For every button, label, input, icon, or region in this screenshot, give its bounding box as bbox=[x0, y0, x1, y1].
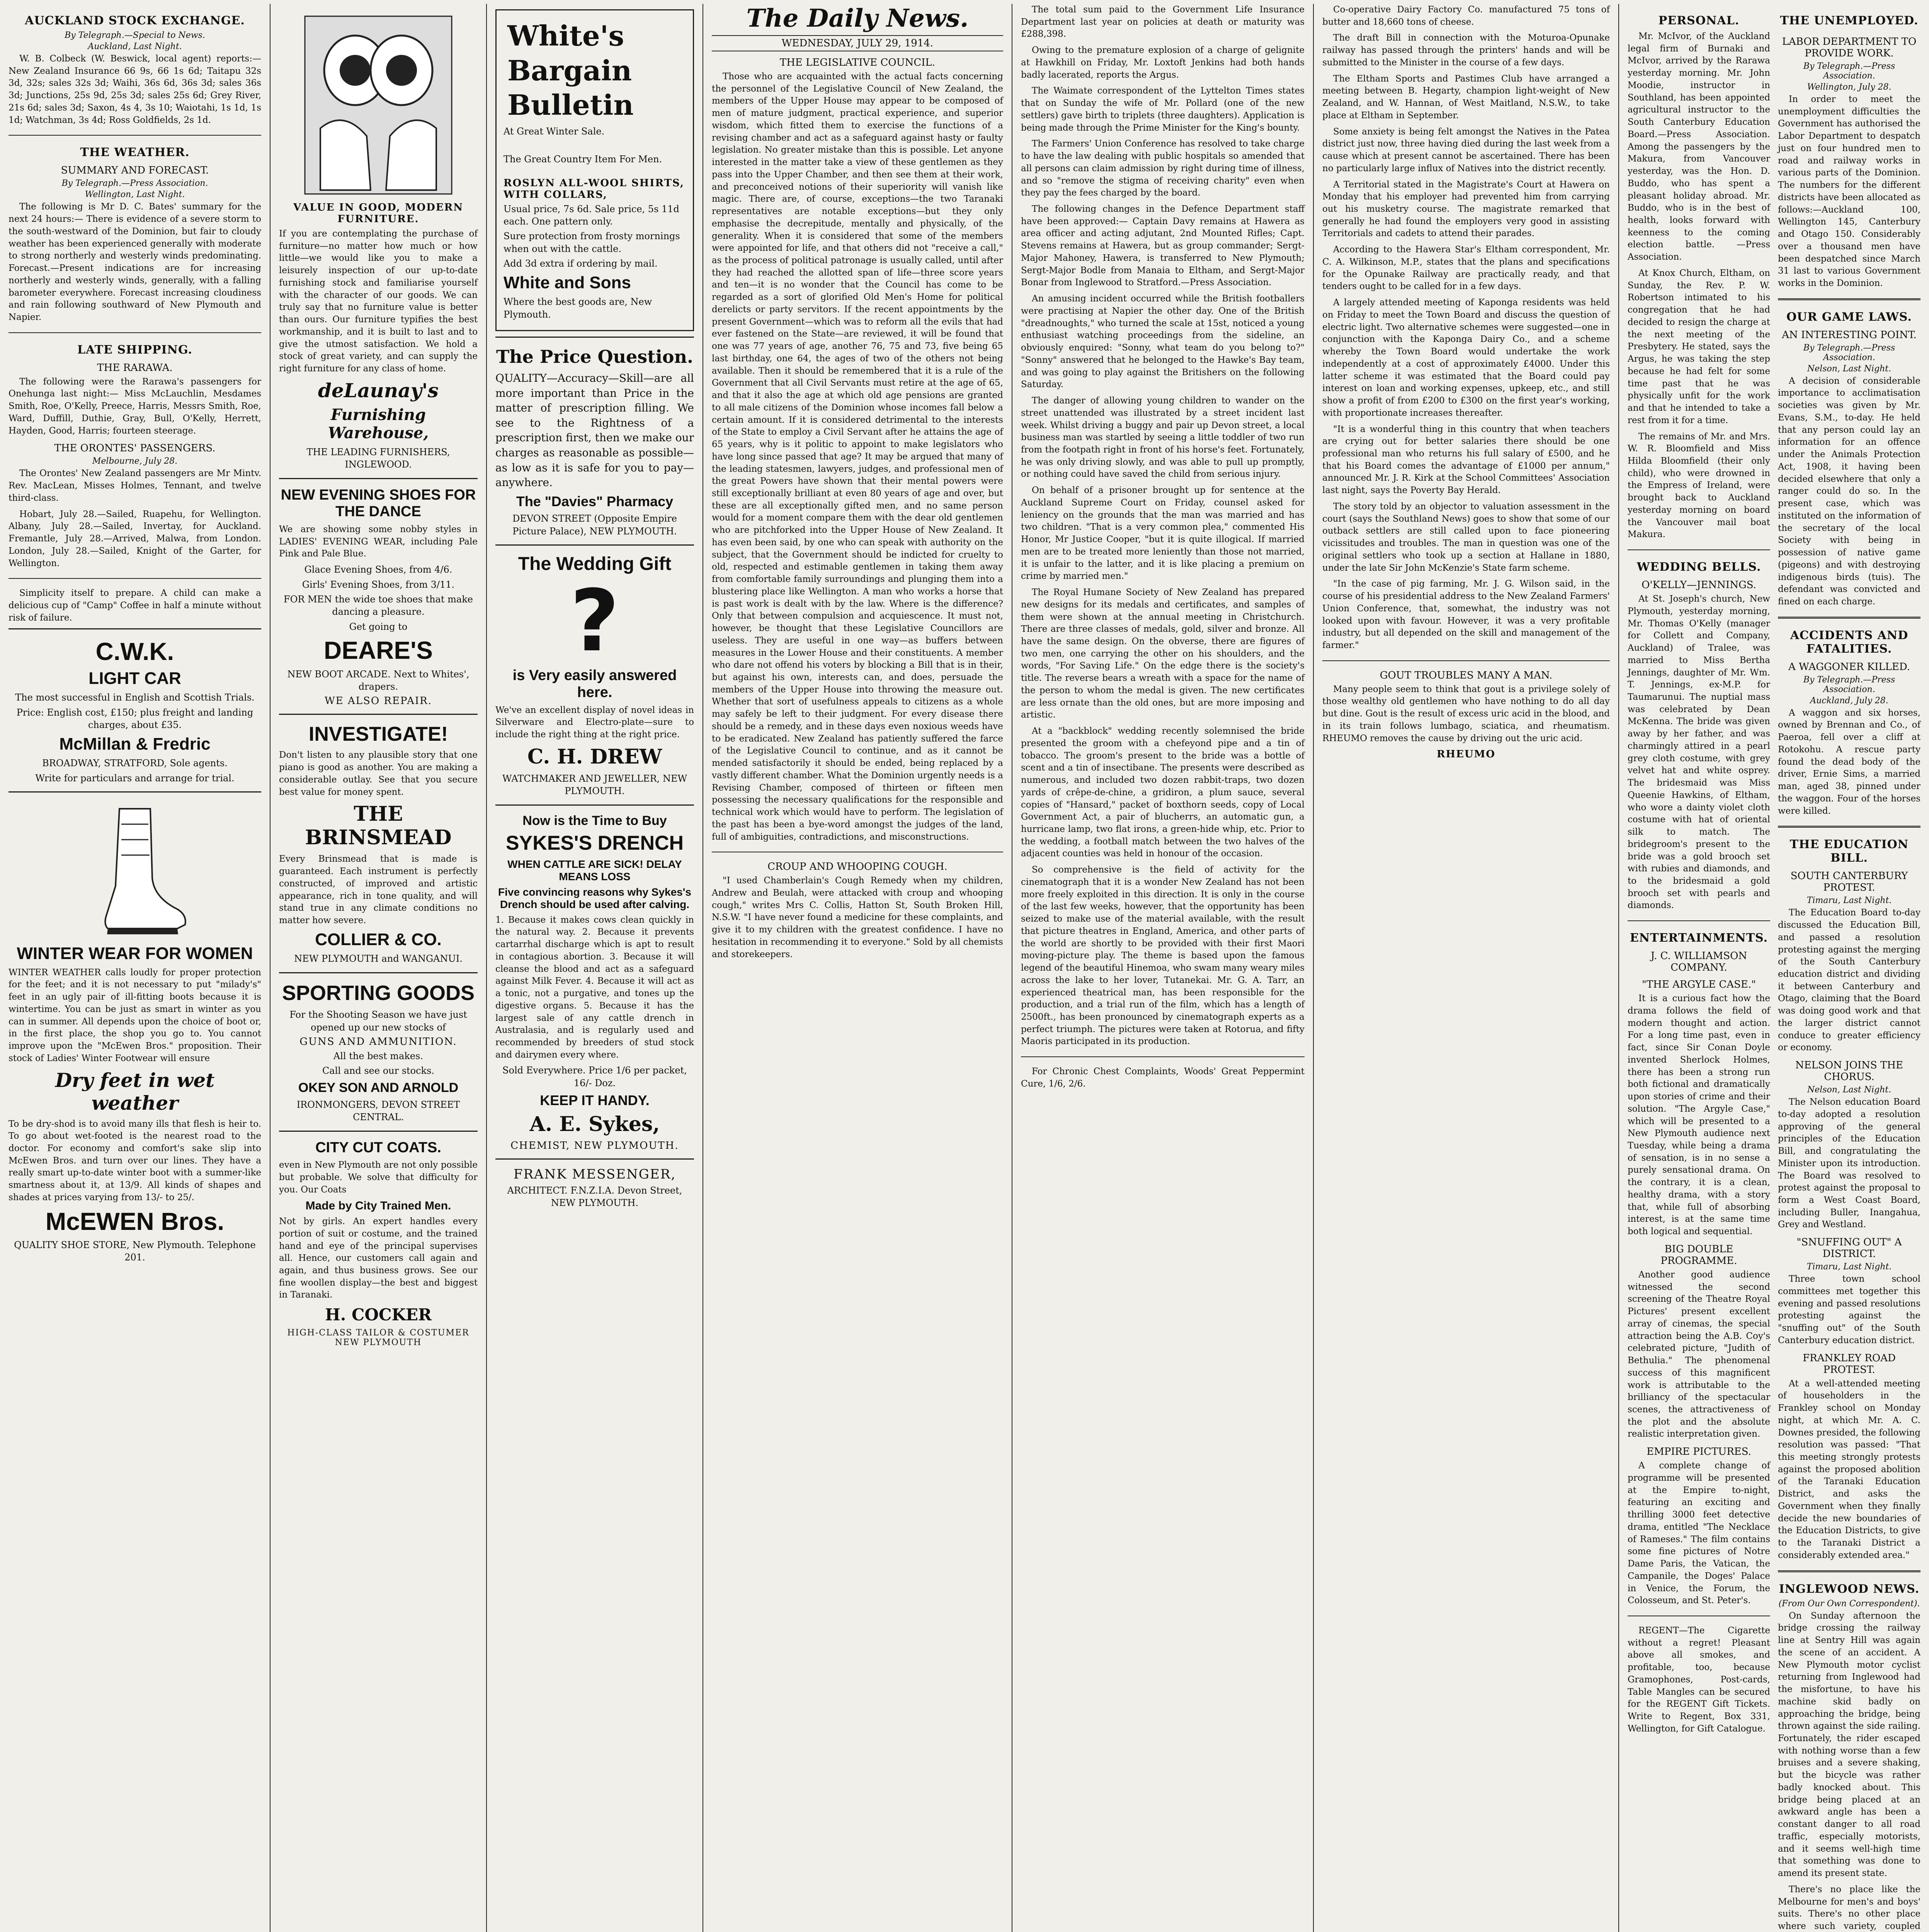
collier-name: COLLIER & CO. bbox=[315, 930, 442, 949]
column-3 bbox=[487, 4, 703, 1932]
whites-sure: Sure protection from frosty mornings when out with the cattle. bbox=[504, 231, 680, 254]
white-and-sons: White and Sons bbox=[504, 273, 631, 292]
game-laws-article: A decision of considerable importance to acclimatisation societies was given by Mr. Evans, S.M., to-day. He held that any person could lay an information for an offence under the Animals Protection Act, 1908, it having been decided elsewhere that only a ranger could do so. In the present case, which was instituted on the information of the secretary of the local Society with being in possession of native game (pigeons) and with destroying indigenous birds (tuis). The defendant was convicted and fined on each charge. bbox=[1778, 376, 1920, 607]
two-column-body bbox=[1628, 31, 1920, 1932]
whites-title-1: White's bbox=[507, 19, 624, 52]
news-item: A Territorial stated in the Magistrate's Court at Hawera on Monday that his employer had prevented him from carrying out his musketry course. The magistrate remarked that generally he had found the employers very good in assisting Territorials and cadets to attend their parades. bbox=[1322, 179, 1610, 239]
sykes-name: A. E. Sykes, bbox=[529, 1112, 660, 1136]
deare-name: DEARE'S bbox=[324, 636, 433, 665]
rheumo-name: RHEUMO bbox=[1436, 748, 1496, 760]
sporting-goods-ad bbox=[279, 972, 478, 1131]
dry-feet-text: To be dry-shod is to avoid many ills that flesh is heir to. To go about wet-footed is the nearest road to the doctor. For economy and comfort's sake slip into McEwen Bros. and turn over our lines. They have a really smart up-to-date winter boot with a summer-like smartness about it, at 13/9. All kinds of shapes and shades at prices varying from 13/- to 25/. bbox=[9, 1119, 261, 1202]
news-item: At a "backblock" wedding recently solemnised the bride presented the groom with a chefeyond pipe and a tin of tobacco. The groom's present to the bride was a bottle of scent and a tin of insectibane. The presents were described as numerous, and included two dozen rabbit-traps, two dozen yards of crêpe-de-chine, a gridiron, a plum sauce, several copies of "Hansard," packet of boxthorn seeds, copy of Local Government Act, a pair of blucherrs, an automatic gun, a hurricane lamp, two flat irons, a green-hide whip, etc. Prior to the wedding, a football match between the two halves of the adjacent counties was held in honour of the occasion. bbox=[1021, 726, 1305, 859]
davies-name: The "Davies" Pharmacy bbox=[516, 493, 674, 509]
unemployed-heading: THE UNEMPLOYED. bbox=[1780, 14, 1919, 27]
divider bbox=[9, 578, 261, 579]
price-question-text: QUALITY—Accuracy—Skill—are all more important than Price in the matter of prescription filling. We see to the Rightness of a prescription first, then we make our charges as reasonable as possible—as low as it is safe for you to pay—anywhere. bbox=[495, 371, 694, 489]
croup-article: "I used Chamberlain's Cough Remedy when my children, Andrew and Beulah, were attacked with croup and whooping cough," writes Mrs C. Collis, Hatton St, South Broken Hill, N.S.W. "I have never found a medicine for these complaints, and give it to my children with the greatest confidence. I have no hesitation in recommending it to everyone." Sold by all chemists and storekeepers. bbox=[712, 876, 1003, 959]
news-item: Owing to the premature explosion of a charge of gelignite at Hawkhill on Friday, Mr. Loxtoft Jenkins had both hands badly lacerated, reports the Argus. bbox=[1021, 45, 1305, 80]
delaunay-subtitle: Furnishing Warehouse, bbox=[328, 405, 429, 442]
mcewen-name: McEWEN Bros. bbox=[45, 1207, 225, 1235]
entertainments-heading: ENTERTAINMENTS. bbox=[1630, 931, 1768, 945]
question-mark-icon: ? bbox=[570, 571, 619, 671]
wedding-gift-text: We've an excellent display of novel ideas in Silverware and Electro-plate—sure to include the right thing at the right price. bbox=[495, 705, 694, 740]
masthead-title: The Daily News. bbox=[746, 4, 969, 33]
accidents-heading: ACCIDENTS AND FATALITIES. bbox=[1790, 628, 1909, 656]
sykes-sold: Sold Everywhere. Price 1/6 per packet, 16/- Doz. bbox=[502, 1065, 687, 1088]
value-text: If you are contemplating the purchase of furniture—no matter how much or how little—we would like you to make a leisurely inspection of our up-to-date furnishing stock and familiarise yourself with the character of our goods. We can truly say that no furniture value is better than ours. Our furniture typifies the best workmanship, and it is built to last and to give the utmost satisfaction. We hold a stock of great variety, and can supply the right furniture for any class of home. bbox=[279, 229, 478, 374]
drew-subtitle: WATCHMAKER AND JEWELLER, NEW PLYMOUTH. bbox=[502, 773, 687, 797]
news-item: The Royal Humane Society of New Zealand has prepared new designs for its medals and certificates, and samples of them were shown at the annual meeting in Christchurch. There are three classes of medals, gold, silver and bronze. All have the same design. On the obverse, there are figures of two men, one carrying the other on his shoulders, and the words, "For Saving Life." On the edge there is the society's title. The reverse bears a wreath with a space for the name of the person to whom the medal is given. The new certificates are less ornate than the old ones, but are more imposing and artistic. bbox=[1021, 587, 1305, 720]
sykes-five: Five convincing reasons why Sykes's Drench should be used after calving. bbox=[498, 886, 691, 911]
news-item: "It is a wonderful thing in this country that when teachers are crying out for better salaries there should be one professional man who returns his full salary of £500, and he that his Board comes the advantage of £1000 per annum," announced Mr. J. R. Kirk at the School Committees' Association last night, says the Poverty Bay Herald. bbox=[1322, 424, 1610, 496]
investigate-text: Don't listen to any plausible story that one piano is good as another. You are making a considerable outlay. See that you secure best value for money spent. bbox=[279, 750, 478, 797]
peppermint-notice: For Chronic Chest Complaints, Woods' Great Peppermint Cure, 1/6, 2/6. bbox=[1021, 1066, 1305, 1089]
column-6 bbox=[1314, 4, 1619, 1932]
city-coats-ad bbox=[279, 1131, 478, 1355]
empire-heading: EMPIRE PICTURES. bbox=[1647, 1446, 1751, 1458]
news-item: A largely attended meeting of Kaponga residents was held on Friday to meet the Town Board and discuss the question of electric light. Two alternative schemes were suggested—one in conjunction with the Kaponga Dairy Co., and a scheme whereby the Town Board would undertake the work independently at a cost of approximately £4000. Under this latter scheme it was estimated that the Board could pay interest on loan and working expenses, upkeep, etc., and still show a profit of from £200 to £300 on the first year's working, with proportionate increases thereafter. bbox=[1322, 298, 1610, 418]
divider bbox=[1778, 298, 1920, 300]
gout-heading: GOUT TROUBLES MANY A MAN. bbox=[1380, 669, 1553, 681]
argyle-article: It is a curious fact how the drama follows the field of modern thought and action. For a long time past, even in fact, since Sir Conan Doyle invented Sherlock Holmes, there has been a strong run both fictional and dramatically upon stories of crime and their solution. "The Argyle Case," which will be presented to a New Plymouth audience next Tuesday, while being a drama of sensation, is in no sense a purely sensational drama. On the contrary, it is a clean, healthy drama, with a story that, while full of absorbing interest, is at the same time both logical and sequential. bbox=[1628, 993, 1770, 1237]
nelson-heading: NELSON JOINS THE CHORUS. bbox=[1795, 1060, 1903, 1083]
stock-report: W. B. Colbeck (W. Beswick, local agent) reports:— New Zealand Insurance 66 9s, 66 1s 6d; Taitapu 32s 3d, 32s; sales 32s 3d; Waihi, 36s 6d, 36s 3d; sales 36s 3d; Junctions, 25s 9d, 25s 3d; sales 25s 6d; Grey River, 21s 6d; sales 3d; Saxon, 4s 4, 3s 10; Waiotahi, 1s 1d, 1s 1d; Watchman, 3s 4d; Ross Goldfields, 2s 1d. bbox=[9, 54, 261, 125]
delaunay-ad bbox=[279, 4, 478, 478]
drew-name: C. H. DREW bbox=[527, 745, 662, 769]
mcmillan-name: McMillan & Fredric bbox=[59, 734, 211, 753]
council-heading: THE LEGISLATIVE COUNCIL. bbox=[779, 57, 936, 68]
sykes-drench-ad bbox=[495, 804, 694, 1158]
news-item: "In the case of pig farming, Mr. J. G. Wilson said, in the course of his presidential address to the New Zealand Farmers' Union Conference, that, somewhat, the industry was not looked upon with favour. However, it was a very profitable industry, but all depended on the skill and management of the farmer." bbox=[1322, 579, 1610, 650]
sporting-heading: SPORTING GOODS bbox=[282, 981, 475, 1005]
personal-heading: PERSONAL. bbox=[1658, 14, 1740, 27]
winter-wear-title: WINTER WEAR FOR WOMEN bbox=[17, 944, 253, 963]
game-laws-byline: By Telegraph.—Press Association. bbox=[1803, 343, 1895, 362]
city-text: even in New Plymouth are not only possible but probable. We solve that difficulty for you. Our Coats bbox=[279, 1160, 478, 1195]
wedding-heading: WEDDING BELLS. bbox=[1636, 560, 1761, 574]
stock-byline: By Telegraph.—Special to News. bbox=[65, 31, 205, 40]
evening-glace: Glace Evening Shoes, from 4/6. bbox=[304, 564, 452, 575]
news-item: The draft Bill in connection with the Moturoa-Opunake railway has passed through the printers' hands and will be submitted to the Minister in the course of a few days. bbox=[1322, 33, 1610, 68]
delaunay-description: THE LEADING FURNISHERS, INGLEWOOD. bbox=[306, 446, 450, 470]
delaunay-name: deLaunay's bbox=[318, 379, 439, 402]
column-5 bbox=[1012, 4, 1314, 1932]
personal-section bbox=[1628, 4, 1770, 31]
weather-place: Wellington, Last Night. bbox=[85, 190, 185, 200]
rarawa-article: The following were the Rarawa's passengers for Onehunga last night:— Miss McLauchlin, Mesdames Smith, Roe, O'Kelly, Preece, Harris, Messrs Smith, Roe, Ward, Duffill, Duthie, Gray, Bull, O'Kelly, Herrett, Hayden, Good, Harris; fourteen steerage. bbox=[9, 376, 261, 436]
evening-shoes-ad bbox=[279, 478, 478, 714]
messenger-ad bbox=[495, 1158, 694, 1216]
deare-subtitle: NEW BOOT ARCADE. Next to Whites', drapers. bbox=[287, 668, 469, 692]
cocker-name: H. COCKER bbox=[325, 1305, 432, 1325]
weather-heading: THE WEATHER. bbox=[80, 146, 190, 160]
personal-article: Mr. McIvor, of the Auckland legal firm of Burnaki and McIvor, arrived by the Rarawa yesterday morning. Mr. John Moodie, instructor in Southland, has been appointed agricultural instructor to the South Canterbury Education Board.—Press Association. Among the passengers by the Makura, from Vancouver yesterday, was the Hon. D. Buddo, who has spent a pleasant holiday abroad. Mr. Buddo, who is in the best of health, looks forward with keenness to the coming election battle. —Press Association. bbox=[1628, 31, 1770, 262]
mcmillan-address: BROADWAY, STRATFORD, Sole agents. bbox=[42, 758, 228, 769]
wedding-gift-easily: is Very easily answered here. bbox=[512, 667, 677, 701]
news-item: The following changes in the Defence Department staff have been approved:— Captain Davy remains at Hawera as area officer and acting adjutant, 2nd Mounted Rifles; Capt. Stevens remains at Hawera, but as group commander; Sergt-Major Mahoney, Hawera, is transferred to New Plymouth; Sergt-Major Bodle from Manaia to Eltham, and Sergt-Major Bonar from Inglewood to Stratford.—Press Association. bbox=[1021, 204, 1305, 288]
inglewood-article: On Sunday afternoon the bridge crossing the railway line at Sentry Hill was again the scene of an accident. A New Plymouth motor cyclist returning from Inglewood had the misfortune, to have his machine skid badly on approaching the bridge, being thrown against the side railing. Fortunately, the rider escaped with nothing worse than a few bruises and a severe shaking, but the bicycle was rather badly knocked about. This bridge being placed at an awkward angle has been a constant danger to all road traffic, especially motorists, and it seems well-high time that something was done to amend its present state. bbox=[1778, 1611, 1920, 1879]
winter-wear-ad bbox=[9, 791, 261, 1271]
arrivals-article: Hobart, July 28.—Sailed, Ruapehu, for Wellington. Albany, July 28.—Sailed, Invertay, for Auckland. Fremantle, July 28.—Arrived, Malwa, from London. London, July 28.—Sailed, Knight of the Garter, for Wellington. bbox=[9, 509, 261, 568]
news-item: The story told by an objector to valuation assessment in the court (says the Southland News) goes to show that some of our outback settlers are still called upon to face pioneering vicissitudes and troubles. The man in question was one of the original settlers who took up a section at Hallane in 1880, under the late Sir John McKenzie's State farm scheme. bbox=[1322, 501, 1610, 573]
dry-feet-heading: Dry feet in wet weather bbox=[55, 1068, 215, 1114]
boot-illustration-icon bbox=[77, 801, 193, 940]
divider bbox=[1778, 1570, 1920, 1572]
orontes-heading: THE ORONTES' PASSENGERS. bbox=[54, 442, 216, 454]
council-article: Those who are acquainted with the actual facts concerning the personnel of the Legislative Council of New Zealand, the members of the Upper House may appear to be composed of men of mature judgment, practical experience, and superior wisdom, which fitted them to exercise the functions of a revising chamber and act as a safeguard against hasty or faulty legislation. No greater mistake than this is possible. Let anyone interested in the matter take a view of these gentlemen as they pass into the Upper Chamber, and then see them at their work, and preconceived notions of their superiority will vanish like magic. There are, of course, exceptions—the two Taranaki representatives are notable exceptions—but they only emphasise the decrepitude, mentally and physically, of the generality. When it is considered that some of the members were appointed for life, and that others did not "receive a call," as the process of political patronage is usually called, until after they had reached the allotted span of life—three score years and ten—it is no wonder that the Council has come to be regarded as a sort of glorified Old Men's Home for political derelicts or party servitors. If the recent appointments by the present Government—which was to reform all the evils that had ever fastened on the State—are reviewed, it will be found that one was 77 years of age, another 76, 75 and 73, five being 65 last birthday, one 64, the ages of two of the others not being available. Then it should be remembered that it is a rule of the Government that all Civil Servants must retire at the age of 65, and that it also the age at which old age pensions are granted to all male citizens of the Dominion whose incomes fall below a certain amount. If it is considered detrimental to the interests of the State to employ a Civil Servant after he attains the age of 65 years, why is it politic to appoint to make legislators who have long since passed that age? It may be argued that many of the leading statesmen, lawyers, judges, and professional men of the great Powers have shown that their mental powers were still exceptionally brilliant at even 80 years of age and over, but these are all exceptionally gifted men, and no same person would for a moment compare them with the dear old gentlemen who are pitchforked into the Upper House of New Zealand. It has even been said, by one who can speak with authority on the subject, that the Government should be indicted for cruelty to old, respected and estimable gentlemen in taking them away from comfortable family surroundings and plunging them into a blustering place like Wellington. A man who works a horse that is past work is dealt with by the law. Where is the difference? Only that between compulsion and acquiescence. It must not, however, be thought that these Legislative Councillors are useless. They are useful in one way—as buffers between measures in the Lower House and their constituents. A member who dare not offend his voters by blocking a Bill that is in their, but against his own, interests can, and does, persuade the members of the Upper House into throwing the measure out. Whether that sort of usefulness appeals to citizens as a whole may safely be left to their judgment. For every disease there should be a remedy, and in these days even noxious weeds have to be eradicated. New Zealand has patiently suffered the farce of the Legislative Council to continue, and as it cannot be mended satisfactorily it should be ended, being replaced by a vastly different chamber. What the Dominion urgently needs is a Revising Chamber, composed of thirteen or fifteen men possessing the necessary qualifications for the responsible and technical work which would have to perform. The legislation of the past has been a bye-word amongst the judges of the land, full of ambiguities, contradictions, and misconstructions. bbox=[712, 71, 1003, 842]
davies-subtitle: DEVON STREET (Opposite Empire Picture Palace), NEW PLYMOUTH. bbox=[512, 513, 677, 537]
winter-wear-text: WINTER WEATHER calls loudly for proper protection for the feet; and it is not necessary to put "milady's" feet in an ugly pair of ill-fitting boots because it is wintertime. You can be just as smart in winter as you can in summer. All depends upon the choice of boot or, in the first place, the shop you go to. You cannot improve upon the "McEwen Bros." proposition. Their stock of Ladies' Winter Footwear will ensure bbox=[9, 967, 261, 1063]
news-item: Some anxiety is being felt amongst the Natives in the Patea district just now, three having died during the last week from a cause which at present cannot be ascertained. There has been no particularly large influx of Natives into the district recently. bbox=[1322, 126, 1610, 173]
williamson-heading: J. C. WILLIAMSON COMPANY. bbox=[1650, 950, 1747, 974]
education-heading: THE EDUCATION BILL. bbox=[1790, 838, 1909, 865]
whites-shirts: ROSLYN ALL-WOOL SHIRTS, WITH COLLARS, bbox=[504, 177, 684, 201]
gout-article: Many people seem to think that gout is a privilege solely of those wealthy old gentlemen who have nothing to do all day but dine. Gout is the result of excess uric acid in the blood, and in its train follows lumbago, sciatica, and rheumatism. RHEUMO removes the cause by driving out the uric acid. bbox=[1322, 684, 1610, 743]
whites-item: The Great Country Item For Men. bbox=[504, 154, 662, 165]
messenger-subtitle: ARCHITECT. F.N.Z.I.A. Devon Street, NEW PLYMOUTH. bbox=[507, 1185, 682, 1209]
remains-article: The remains of Mr. and Mrs. W. R. Bloomfield and Miss Hilda Bloomfield (their only child), who were drowned in the Empress of Ireland, were brought back to Auckland yesterday morning on board the Vancouver mail boat Makura. bbox=[1628, 431, 1770, 540]
wedding-article: At St. Joseph's church, New Plymouth, yesterday morning, Mr. Thomas O'Kelly (manager for Collett and Company, Auckland) of Tralee, was married to Miss Bertha Jennings, daughter of Mr. Wm. T. Jennings, ex-M.P. for Taumarunui. The nuptial mass was celebrated by Dean McKenna. The bride was given away by her father, and was charmingly attired in a pearl grey cloth costume, with grey velvet hat and white osprey. The bridesmaid was Miss Queenie Hawkins, of Eltham, who wore a dainty violet cloth costume with hat of oriental silk to match. The bridegroom's present to the bride was a gold brooch set with rubies and diamonds, and to the bridesmaid a gold brooch set with pearls and diamonds. bbox=[1628, 594, 1770, 911]
divider bbox=[1628, 920, 1770, 921]
sporting-text: For the Shooting Season we have just opened up our new stocks of bbox=[289, 1009, 467, 1033]
stock-place: Auckland, Last Night. bbox=[88, 42, 182, 51]
unemployed-article: In order to meet the unemployment difficulties the Government has authorised the Labor Department to despatch just on four hundred men to road and railway works in various parts of the Dominion. The numbers for the different districts have been allocated as follows:—Auckland 100, Wellington 145, Canterbury and Otago 150. Considerably over a thousand men have been despatched since March 31 last to various Government works in the Dominion. bbox=[1778, 94, 1920, 289]
sykes-when: WHEN CATTLE ARE SICK! DELAY MEANS LOSS bbox=[507, 858, 682, 883]
divider bbox=[1778, 617, 1920, 619]
game-laws-subheading: AN INTERESTING POINT. bbox=[1782, 329, 1917, 341]
divider bbox=[1628, 549, 1770, 550]
waggoner-heading: A WAGGONER KILLED. bbox=[1788, 661, 1910, 673]
masthead-dateline: WEDNESDAY, JULY 29, 1914. bbox=[712, 35, 1003, 51]
evening-men: FOR MEN the wide toe shoes that make dancing a pleasure. bbox=[284, 594, 473, 617]
cwk-light-car: LIGHT CAR bbox=[88, 668, 181, 688]
waggoner-article: A waggon and six horses, owned by Brennan and Co., of Paeroa, fell over a cliff at Rotokohu. A rescue party found the dead body of the driver, Ernie Sims, a married man, aged 38, pinned under the waggon. Four of the horses were killed. bbox=[1778, 707, 1920, 816]
okey-name: OKEY SON AND ARNOLD bbox=[298, 1080, 459, 1095]
cwk-price: Price: English cost, £150; plus freight and landing charges, about £35. bbox=[16, 707, 253, 731]
city-made: Made by City Trained Men. bbox=[305, 1199, 451, 1212]
education-subheading: SOUTH CANTERBURY PROTEST. bbox=[1790, 870, 1908, 894]
game-laws-heading: OUR GAME LAWS. bbox=[1786, 310, 1912, 324]
evening-girls: Girls' Evening Shoes, from 3/11. bbox=[302, 579, 455, 590]
news-item: An amusing incident occurred while the British footballers were practising at Napier the other day. One of the British "dreadnoughts," who turned the scale at 15st, noticed a young enthusiast watching proceedings from the sideline, an obviously enquired: "Sonny, what team do you belong to?" "Sonny" answered that he belonged to the Hawke's Bay team, and was going to play against the Britishers on the following Saturday. bbox=[1021, 294, 1305, 390]
messenger-name: FRANK MESSENGER, bbox=[513, 1166, 676, 1182]
news-item: According to the Hawera Star's Eltham correspondent, Mr. C. A. Wilkinson, M.P., states that the plans and specifications for the Opunake Railway are practically ready, and that tenders ought to be called for in a few days. bbox=[1322, 245, 1610, 292]
mcmillan-write: Write for particulars and arrange for trial. bbox=[35, 772, 235, 784]
sykes-reasons: 1. Because it makes cows clean quickly in the natural way. 2. Because it prevents cartarrhal discharge which is apt to result in contagious abortion. 3. Because it will cleanse the blood and act as a safeguard against Milk Fever. 4. Because it will act as a tonic, not a purgative, and tones up the digestive organs. 5. Because it has the largest sale of any cattle drench in Australasia, and is regularly used and recommended by breeders of stud stock and dairymen every where. bbox=[495, 915, 694, 1060]
sporting-call: Call and see our stocks. bbox=[322, 1065, 435, 1077]
wedding-gift-heading: The Wedding Gift bbox=[518, 554, 672, 575]
sykes-now: Now is the Time to Buy bbox=[522, 813, 667, 828]
nelson-place: Nelson, Last Night. bbox=[1807, 1085, 1892, 1095]
weather-report: The following is Mr D. C. Bates' summary for the next 24 hours:— There is evidence of a severe storm to the south-westward of the Dominion, but fair to cloudy weather has been experienced generally with moderate to strong northerly and westerly winds predominating. Forecast.—Present indications are for increasing northerly and westerly winds, generally, with a falling barometer everywhere. Forecast increasing cloudiness and rain following southward of New Plymouth and Napier. bbox=[9, 202, 261, 323]
wedding-gift-ad bbox=[495, 544, 694, 804]
unemployed-byline: By Telegraph.—Press Association. bbox=[1803, 61, 1895, 81]
news-item: The total sum paid to the Government Life Insurance Department last year on policies at death or maturity was £288,398. bbox=[1021, 5, 1305, 39]
brinsmead-heading: THE BRINSMEAD bbox=[305, 802, 452, 850]
double-programme-article: Another good audience witnessed the second screening of the Theatre Royal Pictures' present excellent array of cinemas, the special attraction being the A.B. Coy's celebrated picture, "Judith of Bethulia." The phenomenal success of this magnificent work is attributable to the brilliancy of the spectacular scenes, the attractiveness of the plot and the absolute realistic interpretation given. bbox=[1628, 1269, 1770, 1439]
education-place: Timaru, Last Night. bbox=[1807, 896, 1892, 906]
brinsmead-ad bbox=[279, 714, 478, 972]
argyle-heading: "THE ARGYLE CASE." bbox=[1642, 979, 1756, 991]
whites-add: Add 3d extra if ordering by mail. bbox=[504, 258, 658, 269]
double-programme-heading: BIG DOUBLE PROGRAMME. bbox=[1660, 1243, 1737, 1267]
snuffing-place: Timaru, Last Night. bbox=[1807, 1262, 1892, 1272]
news-item: The Eltham Sports and Pastimes Club have arranged a meeting between B. Hegarty, champion light-weight of New Zealand, and W. Hannan, of West Maitland, N.S.W., to take place at Eltham in September. bbox=[1322, 73, 1610, 121]
empire-article: A complete change of programme will be presented at the Empire to-night, featuring an exciting and thrilling 3000 feet detective drama, entitled "The Necklace of Rameses." The film contains some fine pictures of Notre Dame Paris, the Vatican, the Campanile, the Doges' Palace in Venice, the Forum, the Colosseum, and St. Peter's. bbox=[1628, 1461, 1770, 1606]
inglewood-subheading: (From Our Own Correspondent). bbox=[1778, 1599, 1920, 1609]
orontes-place: Melbourne, July 28. bbox=[92, 456, 178, 466]
collier-subtitle: NEW PLYMOUTH and WANGANUI. bbox=[294, 953, 463, 964]
orontes-article: The Orontes' New Zealand passengers are Mr Mintv. Rev. MacLean, Misses Holmes, Tennant, and twelve third-class. bbox=[9, 468, 261, 503]
news-item: On behalf of a prisoner brought up for sentence at the Auckland Supreme Court on Friday, counsel asked for leniency on the grounds that the man was married and has two children. "That is a very common plea," commented His Honor, Mr Justice Cooper, "but it is quite illogical. If married men are to be treated more leniently than those not married, it is unfair to the latter, and it is like placing a premium on crime by married men." bbox=[1021, 485, 1305, 582]
price-question-heading: The Price Question. bbox=[496, 346, 694, 367]
news-item: So comprehensive is the field of activity for the cinematograph that it is a wonder New Zealand has not been more freely exploited in this direction. It is only in the course of the last few weeks, however, that the opportunity has been seized to make use of the material available, with the result that picture theatres in England, America, and other parts of the world are shortly to be provided with their first Maori moving-picture play. The theme is based upon the famous legend of the beautiful Hinemoa, who swam many weary miles across the lake to her lover, Tutanekai. Mr. G. A. Tarr, an experienced theatrical man, has been responsible for the production, and a trial run of the film, which has a length of 2500ft., has been pronounced by cinematograph experts as a perfect triumph. The pictures were taken at Rotorua, and fifty Maoris participated in its production. bbox=[1021, 865, 1305, 1047]
sykes-heading: SYKES'S DRENCH bbox=[505, 832, 684, 854]
deare-repair: WE ALSO REPAIR. bbox=[325, 695, 432, 707]
knox-article: At Knox Church, Eltham, on Sunday, the Rev. P. W. Robertson intimated to his congregation that he had decided to resign the charge at the next meeting of the Presbytery. He stated, says the Argus, he was taking the step because he had felt for some time past that he was physically unfit for the work and that he intended to take a rest from it for a time. bbox=[1628, 268, 1770, 425]
education-article: The Education Board to-day discussed the Education Bill, and passed a resolution protesting against the merging of the South Canterbury education district and dividing it between Canterbury and Otago, claiming that the Board was doing good work and that the larger district cannot conduce to greater efficiency or economy. bbox=[1778, 908, 1920, 1053]
top-headings-row bbox=[1628, 4, 1920, 31]
unemployed-section bbox=[1778, 4, 1920, 31]
hands-binoculars-illustration-icon bbox=[297, 12, 459, 198]
divider bbox=[9, 135, 261, 136]
news-item: The danger of allowing young children to wander on the street unattended was illustrated by a street incident last week. Whilst driving a buggy and pair up Devon street, a local business man was startled by seeing a little toddler of two run from the footpath right in front of his horse's feet. Fortunately, he was only driving slowly, and was able to pull up promptly, or nothing could have saved the child from serious injury. bbox=[1021, 396, 1305, 480]
sporting-all: All the best makes. bbox=[333, 1050, 424, 1061]
cwk-description: The most successful in English and Scottish Trials. bbox=[15, 692, 255, 703]
divider bbox=[1021, 1056, 1305, 1057]
frankley-article: At a well-attended meeting of householders in the Frankley school on Monday night, at which Mr. A. C. Downes presided, the following resolution was passed: "That this meeting strongly protests against the proposed abolition of the Taranaki Education District, and asks the Government when they finally decide the new boundaries of the Education Districts, to give to the Taranaki District a considerably extended area." bbox=[1778, 1378, 1920, 1560]
column-4 bbox=[703, 4, 1012, 1932]
regent-notice: REGENT—The Cigarette without a regret! Pleasant above all smokes, and profitable, too, because Gramophones, Post-cards, Table Mangles can be secured for the REGENT Gift Tickets. Write to Regent, Box 331, Wellington, for Gift Catalogue. bbox=[1628, 1625, 1770, 1734]
cocker-subtitle: HIGH-CLASS TAILOR & COSTUMER NEW PLYMOUTH bbox=[287, 1328, 469, 1348]
deare-go: Get going to bbox=[349, 621, 408, 632]
evening-shoes-text: We are showing some nobby styles in LADIES' EVENING WEAR, including Pale Pink and Pale Blue. bbox=[279, 524, 478, 559]
frankley-heading: FRANKLEY ROAD PROTEST. bbox=[1803, 1352, 1896, 1376]
sykes-subtitle: CHEMIST, NEW PLYMOUTH. bbox=[510, 1139, 679, 1151]
white-sons-subtitle: Where the best goods are, New Plymouth. bbox=[504, 296, 652, 320]
column-7 bbox=[1619, 4, 1929, 1932]
cwk-name: C.W.K. bbox=[95, 637, 174, 665]
whites-bulletin-ad bbox=[495, 9, 694, 331]
davies-pharmacy-ad bbox=[495, 337, 694, 544]
snuffing-heading: "SNUFFING OUT" A DISTRICT. bbox=[1796, 1236, 1902, 1260]
weather-subheading: SUMMARY AND FORECAST. bbox=[61, 165, 209, 177]
column-2 bbox=[270, 4, 487, 1932]
whites-title-3: Bulletin bbox=[507, 88, 634, 122]
unemployed-subheading: LABOR DEPARTMENT TO PROVIDE WORK. bbox=[1782, 36, 1917, 59]
whites-at-sale: At Great Winter Sale. bbox=[504, 126, 605, 137]
shipping-heading: LATE SHIPPING. bbox=[77, 343, 192, 357]
croup-heading: CROUP AND WHOOPING COUGH. bbox=[767, 861, 947, 873]
stock-exchange-heading: AUCKLAND STOCK EXCHANGE. bbox=[25, 14, 245, 27]
okey-subtitle: IRONMONGERS, DEVON STREET CENTRAL. bbox=[296, 1099, 460, 1123]
waggoner-byline: By Telegraph.—Press Association. bbox=[1803, 675, 1895, 694]
game-laws-place: Nelson, Last Night. bbox=[1807, 364, 1892, 374]
sporting-items: GUNS AND AMMUNITION. bbox=[299, 1036, 457, 1048]
whites-price: Usual price, 7s 6d. Sale price, 5s 11d each. One pattern only. bbox=[504, 203, 679, 227]
news-item: Co-operative Dairy Factory Co. manufactured 75 tons of butter and 18,660 tons of cheese. bbox=[1322, 5, 1610, 27]
inglewood-heading: INGLEWOOD NEWS. bbox=[1779, 1582, 1920, 1596]
divider bbox=[1322, 660, 1610, 661]
city-heading: CITY CUT COATS. bbox=[315, 1139, 441, 1156]
evening-shoes-heading: NEW EVENING SHOES FOR THE DANCE bbox=[281, 486, 476, 520]
column-1 bbox=[0, 4, 270, 1932]
weather-byline: By Telegraph.—Press Association. bbox=[61, 179, 208, 189]
snuffing-article: Three town school committees met together this evening and passed resolutions protesting against the "snuffing out" of the South Canterbury education district. bbox=[1778, 1274, 1920, 1345]
news-item: The Farmers' Union Conference has resolved to take charge to have the law dealing with public hospitals so amended that all persons can claim admission by right during time of illness, and so "remove the stigma of receiving charity" even when they pay the fees charged by the board. bbox=[1021, 139, 1305, 198]
unemployed-place: Wellington, July 28. bbox=[1807, 82, 1892, 92]
investigate-heading: INVESTIGATE! bbox=[308, 723, 448, 746]
mcewen-subtitle: QUALITY SHOE STORE, New Plymouth. Telephone 201. bbox=[14, 1240, 256, 1263]
divider bbox=[9, 332, 261, 333]
city-text-2: Not by girls. An expert handles every portion of suit or costume, and the trained hand and eye of the principal supervises all. Hence, our customers call again and again, and thus business grows. See our fine woollen display—the best and biggest in Taranaki. bbox=[279, 1216, 478, 1300]
value-heading: VALUE IN GOOD, MODERN FURNITURE. bbox=[293, 202, 464, 225]
rarawa-heading: THE RARAWA. bbox=[97, 362, 173, 374]
brinsmead-text: Every Brinsmead that is made is guaranteed. Each instrument is perfectly constructed, of improved and artistic appearance, rich in tone quality, and will stand true in any climate conditions no matter how severe. bbox=[279, 854, 478, 926]
left-subcolumn bbox=[1628, 31, 1770, 1932]
nelson-article: The Nelson education Board to-day adopted a resolution approving of the general principles of the Education Bill, and congratulating the Minister upon its introduction. The Board was resolved to protest against the proposal to form a West Coast Board, including Buller, Inangahua, Grey and Westland. bbox=[1778, 1097, 1920, 1230]
whites-title-2: Bargain bbox=[507, 54, 632, 87]
melbourne-notice: There's no place like the Melbourne for men's and boys' suits. There's no other place where such variety, coupled bbox=[1778, 1884, 1920, 1931]
wedding-subheading: O'KELLY—JENNINGS. bbox=[1642, 579, 1756, 591]
divider bbox=[1778, 826, 1920, 828]
waggoner-place: Auckland, July 28. bbox=[1810, 696, 1888, 706]
right-subcolumn bbox=[1778, 31, 1920, 1932]
news-item: The Waimate correspondent of the Lyttelton Times states that on Sunday the wife of Mr. Pollard (one of the new settlers) gave birth to triplets (three daughters). Application is being made through the Prime Minister for the King's bounty. bbox=[1021, 86, 1305, 133]
camp-coffee-notice: Simplicity itself to prepare. A child can make a delicious cup of "Camp" Coffee in half a minute without risk of failure. bbox=[9, 588, 261, 623]
sykes-keep: KEEP IT HANDY. bbox=[540, 1092, 650, 1109]
cwk-car-ad bbox=[9, 628, 261, 792]
